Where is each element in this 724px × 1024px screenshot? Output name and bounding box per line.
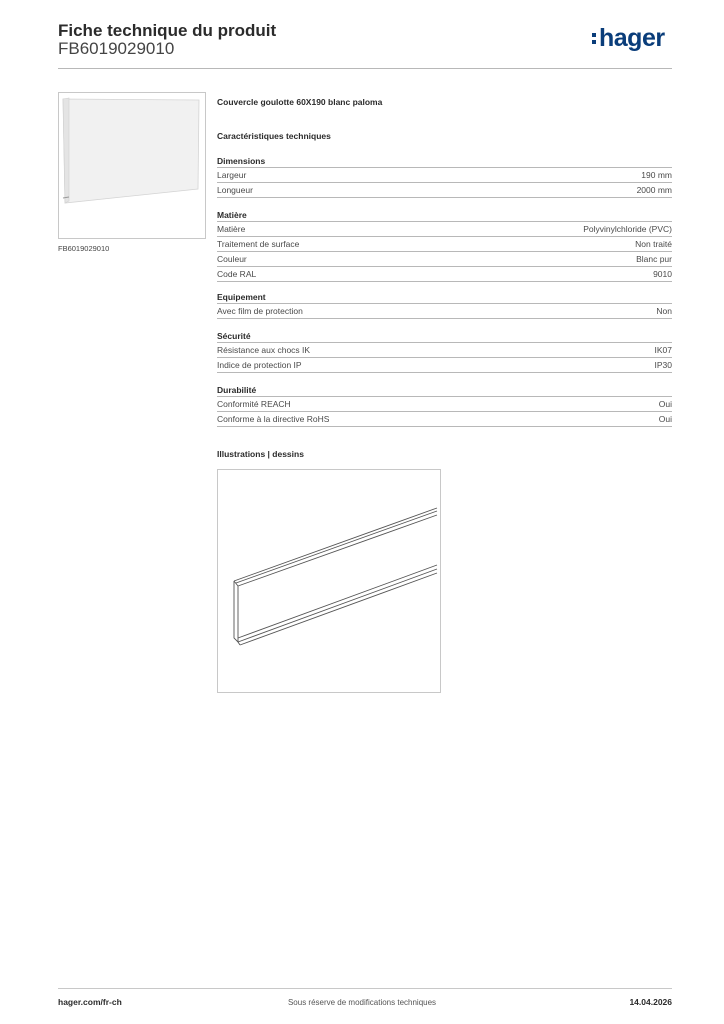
spec-value: 190 mm [641,170,672,180]
spec-label: Indice de protection IP [217,360,302,370]
illustration-frame [217,469,441,693]
illustrations-heading: Illustrations | dessins [217,449,304,459]
spec-section-title: Sécurité [217,330,672,343]
spec-row [217,343,672,358]
spec-section [217,330,672,373]
footer-divider [58,988,672,989]
spec-value: Non [656,306,672,316]
header-divider [58,68,672,69]
spec-label: Résistance aux chocs IK [217,345,311,355]
hager-logo [592,26,665,51]
logo-text: hager [599,24,665,52]
spec-label: Conforme à la directive RoHS [217,414,330,424]
spec-label: Matière [217,224,246,234]
spec-row [217,304,672,319]
spec-section-title: Matière [217,209,672,222]
spec-value: Oui [658,414,672,424]
spec-section-title: Dimensions [217,155,672,168]
spec-label: Traitement de surface [217,239,300,249]
spec-value: 9010 [653,269,672,279]
spec-value: IP30 [654,360,672,370]
spec-row [217,252,672,267]
spec-row [217,397,672,412]
cover-drawing [218,470,440,692]
spec-label: Couleur [217,254,247,264]
spec-row [217,237,672,252]
spec-row [217,412,672,427]
spec-value: Non traité [635,239,672,249]
document-title: Fiche technique du produit [58,21,277,40]
technical-characteristics-heading: Caractéristiques techniques [217,131,331,141]
product-reference: FB6019029010 [58,39,175,58]
spec-row [217,267,672,282]
spec-section-title: Durabilité [217,384,672,397]
spec-value: Oui [658,399,672,409]
spec-row [217,168,672,183]
spec-label: Largeur [217,170,247,180]
footer-date: 14.04.2026 [629,997,672,1007]
thumbnail-caption: FB6019029010 [58,244,110,253]
spec-value: Polyvinylchloride (PVC) [583,224,672,234]
product-name: Couvercle goulotte 60X190 blanc paloma [217,97,383,107]
spec-row [217,222,672,237]
spec-section [217,384,672,427]
spec-value: 2000 mm [636,185,672,195]
spec-section-title: Equipement [217,291,672,304]
spec-row [217,183,672,198]
product-thumbnail [58,92,206,239]
footer-disclaimer: Sous réserve de modifications techniques [287,998,437,1007]
spec-label: Conformité REACH [217,399,291,409]
spec-value: IK07 [654,345,672,355]
spec-row [217,358,672,373]
spec-label: Avec film de protection [217,306,303,316]
spec-label: Code RAL [217,269,257,279]
spec-section [217,209,672,282]
spec-label: Longueur [217,185,253,195]
spec-section [217,155,672,198]
spec-section [217,291,672,319]
logo-dots-icon [592,33,596,47]
cover-panel-image [59,93,205,238]
spec-value: Blanc pur [636,254,672,264]
footer-website[interactable]: hager.com/fr-ch [58,997,122,1007]
